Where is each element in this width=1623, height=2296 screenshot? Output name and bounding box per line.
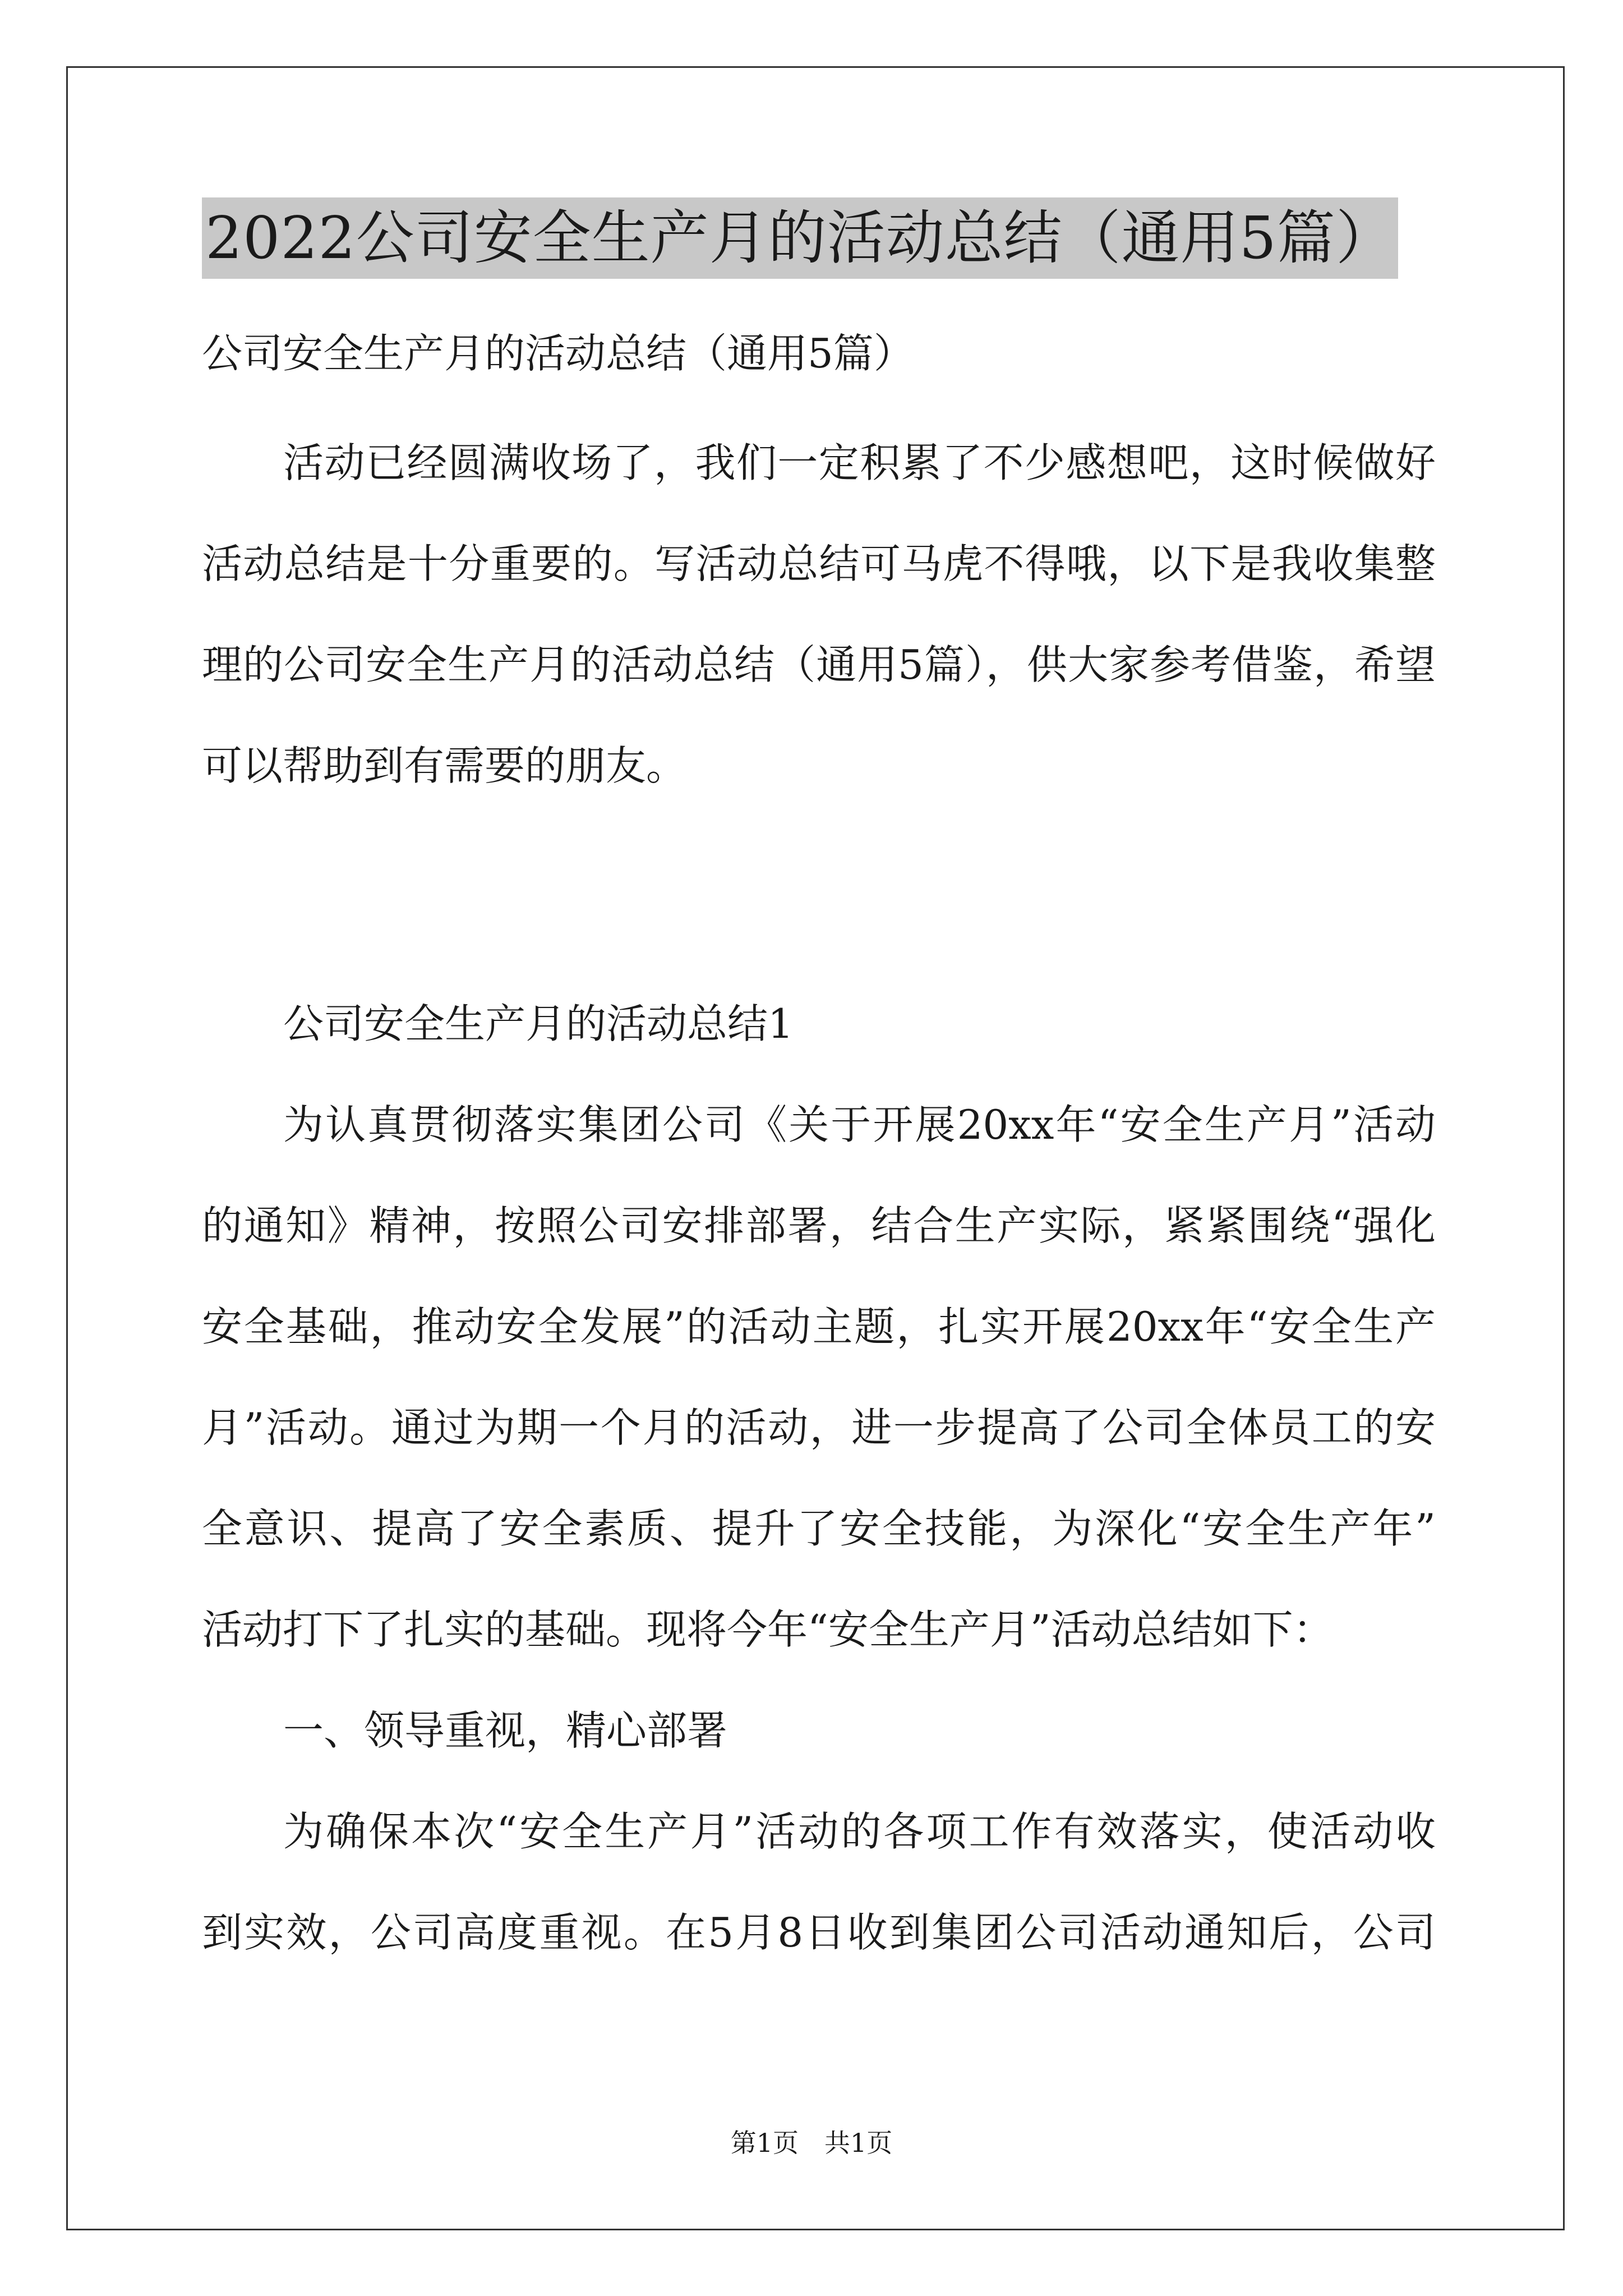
document-subtitle: 公司安全生产月的活动总结（通用5篇） — [202, 330, 914, 377]
intro-line: 理的公司安全生产月的活动总结（通用5篇），供大家参考借鉴，希望 — [202, 641, 1436, 688]
intro-line: 可以帮助到有需要的朋友。 — [202, 742, 687, 789]
body-line: 活动打下了扎实的基础。现将今年“安全生产月”活动总结如下： — [202, 1606, 1334, 1653]
document-title: 2022公司安全生产月的活动总结（通用5篇） — [202, 197, 1398, 279]
body-line: 的通知》精神，按照公司安排部署，结合生产实际，紧紧围绕“强化 — [202, 1202, 1436, 1249]
subheading: 一、领导重视，精心部署 — [283, 1707, 728, 1754]
page-footer: 第1页 共1页 — [730, 2128, 893, 2158]
body-line: 安全基础，推动安全发展”的活动主题，扎实开展20xx年“安全生产 — [202, 1303, 1436, 1350]
section-heading: 公司安全生产月的活动总结1 — [283, 1000, 794, 1047]
body-line: 为认真贯彻落实集团公司《关于开展20xx年“安全生产月”活动 — [283, 1101, 1436, 1148]
body-line: 全意识、提高了安全素质、提升了安全技能，为深化“安全生产年” — [202, 1505, 1436, 1552]
intro-line: 活动总结是十分重要的。写活动总结可马虎不得哦，以下是我收集整 — [202, 540, 1436, 587]
intro-line: 活动已经圆满收场了，我们一定积累了不少感想吧，这时候做好 — [283, 439, 1436, 486]
body-line: 月”活动。通过为期一个月的活动，进一步提高了公司全体员工的安 — [202, 1404, 1436, 1451]
body-line: 到实效，公司高度重视。在5月8日收到集团公司活动通知后，公司 — [202, 1909, 1436, 1956]
body-line: 为确保本次“安全生产月”活动的各项工作有效落实，使活动收 — [283, 1808, 1436, 1855]
